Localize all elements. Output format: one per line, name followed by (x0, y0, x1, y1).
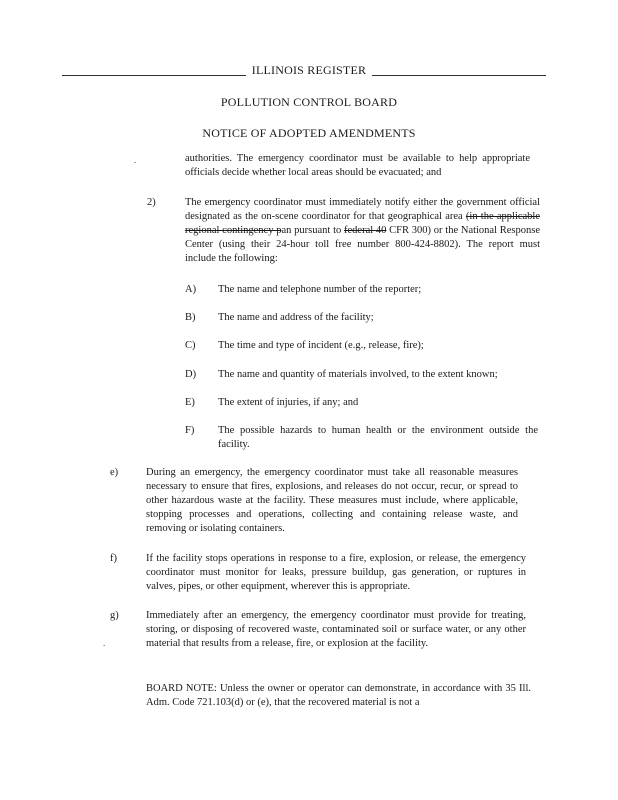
subitem-c-text: The time and type of incident (e.g., release, fire); (218, 340, 424, 351)
subitem-b-label: B) (185, 312, 196, 323)
section-f-label: f) (110, 553, 117, 564)
subitem-f-label: F) (185, 425, 195, 436)
subitem-f-text: The possible hazards to human health or the environment outside the facility. (218, 425, 538, 450)
section-f-text: If the facility stops operations in response to a fire, explosion, or release, the emergency coordinator must monitor for leaks, pressure buildup, gas generation, or ruptures in valves, pipes, or other equipment, wherever this is appropriate. (146, 553, 526, 592)
subitem-c-label: C) (185, 340, 196, 351)
section-e-text: During an emergency, the emergency coordinator must take all reasonable measures necessary to ensure that fires, explosions, and releases do not occur, recur, or spread to other hazardous waste at the facility. These measures must include, where applicable, stopping processes and operations, collecting and containing release waste, and removing or isolating containers. (146, 467, 518, 534)
item-2-label: 2) (147, 197, 156, 208)
subitem-e-text: The extent of injuries, if any; and (218, 397, 359, 408)
subitem-a-label: A) (185, 284, 197, 295)
margin-mark: . (134, 155, 137, 165)
register-title: ILLINOIS REGISTER (0, 63, 618, 78)
subitem-a-text: The name and telephone number of the reporter; (218, 284, 422, 295)
section-g-label: g) (110, 610, 119, 621)
struck-text: federal 40 (344, 225, 387, 236)
subitem-b-text: The name and address of the facility; (218, 312, 374, 323)
section-e-label: e) (110, 467, 119, 478)
margin-mark: . (103, 638, 106, 648)
subitem-d-label: D) (185, 369, 197, 380)
subitem-e-label: E) (185, 397, 195, 408)
struck-text: (in the applicable regional contingency p (185, 211, 541, 236)
item-2-text: The emergency coordinator must immediately notify either the government official designated as the on-scene coordinator for that geographical area (in the applicable regional contingency pan pursuant to federal 40 CFR 300) or the National Response Center (using their 24-hour toll free number 800-424-8802). The report must include the following: (185, 197, 541, 264)
section-g-text: Immediately after an emergency, the emergency coordinator must provide for treating, storing, or disposing of recovered waste, contaminated soil or surface water, or any other material that results from a release, fire, or explosion at the facility. (146, 610, 526, 649)
notice-title: NOTICE OF ADOPTED AMENDMENTS (202, 126, 416, 140)
board-title: POLLUTION CONTROL BOARD (220, 95, 398, 109)
subitem-d-text: The name and quantity of materials involved, to the extent known; (218, 369, 498, 380)
board-note: BOARD NOTE: Unless the owner or operator can demonstrate, in accordance with 35 Ill. Adm. Code 721.103(d) or (e), that the recovered material is not a (146, 683, 531, 708)
continuation-paragraph: authorities. The emergency coordinator must be available to help appropriate officials decide whether local areas should be evacuated; and (185, 153, 530, 178)
